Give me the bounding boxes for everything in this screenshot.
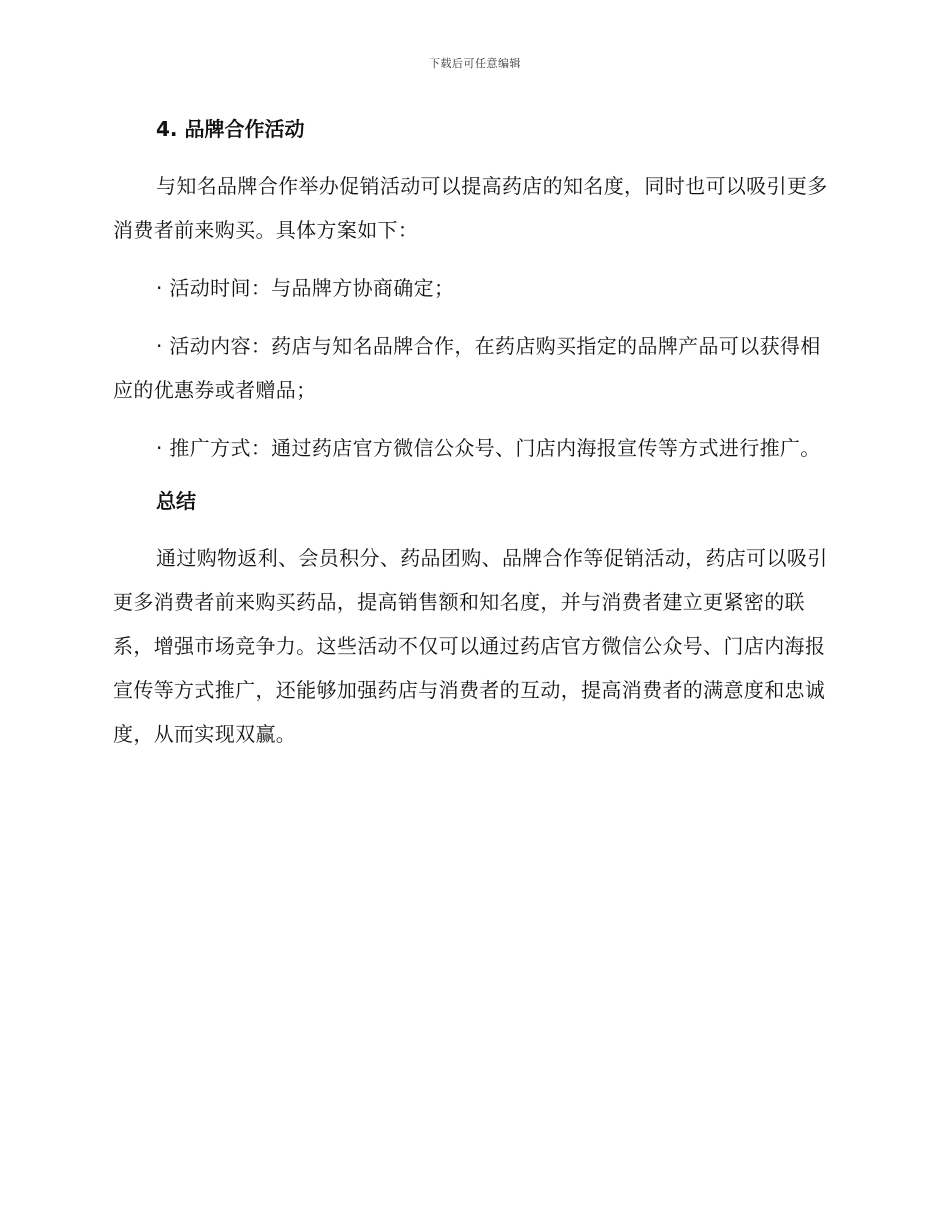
page-header-note: 下载后可任意编辑 (429, 57, 521, 70)
list-item-activity-time: · 活动时间：与品牌方协商确定； (156, 276, 455, 300)
section-heading-brand-cooperation: 4. 品牌合作活动 (156, 117, 305, 141)
section-intro-paragraph: 与知名品牌合作举办促销活动可以提高药店的知名度，同时也可以吸引更多消费者前来购买。具体方案如下： (113, 174, 828, 242)
document-body (113, 112, 833, 770)
list-item-promotion-method: · 推广方式：通过药店官方微信公众号、门店内海报宣传等方式进行推广。 (156, 436, 821, 460)
summary-paragraph: 通过购物返利、会员积分、药品团购、品牌合作等促销活动，药店可以吸引更多消费者前来购买药品，提高销售额和知名度，并与消费者建立更紧密的联系，增强市场竞争力。这些活动不仅可以通过药店官方微信公众号、门店内海报宣传等方式推广，还能够加强药店与消费者的互动，提高消费者的满意度和忠诚度，从而实现双赢。 (113, 546, 828, 746)
section-heading-summary: 总结 (156, 489, 196, 513)
list-item-activity-content: · 活动内容：药店与知名品牌合作，在药店购买指定的品牌产品可以获得相应的优惠券或者赠品； (113, 334, 821, 402)
